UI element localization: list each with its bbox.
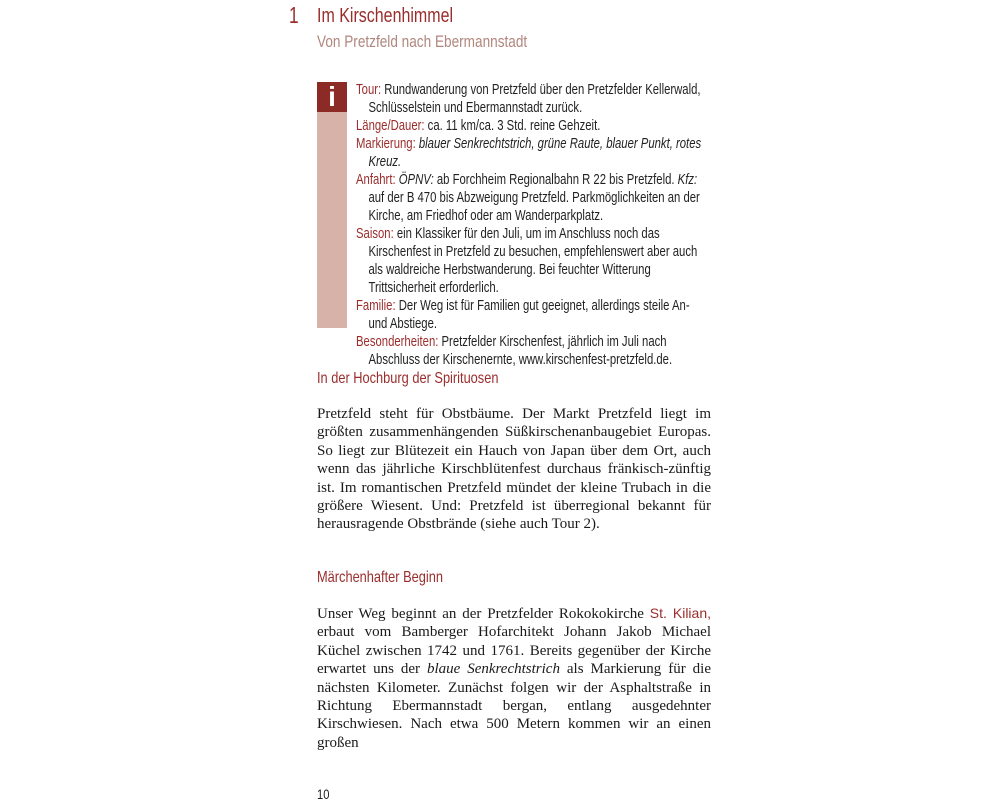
- oepnv-label: ÖPNV:: [398, 172, 434, 188]
- tour-title: Im Kirschenhimmel: [317, 5, 454, 27]
- info-text: ab Forchheim Regionalbahn R 22 bis Pretzfeld.: [433, 172, 678, 188]
- page-number: 10: [317, 786, 330, 802]
- info-familie: [356, 297, 711, 333]
- info-besonderheiten: [356, 333, 711, 369]
- italic-markierung: blaue Senkrechtstrich: [426, 661, 560, 678]
- paragraph-text: erbaut vom Bamberger Hofarchitekt Johann Jakob Michael Küchel zwischen 1742 und 1761. Bereits gegenüber der Kirche erwartet uns der: [317, 624, 711, 678]
- tour-number: 1: [289, 2, 299, 28]
- info-label: Saison:: [356, 226, 394, 242]
- info-text: auf der B 470 bis Abzweigung Pretzfeld. Parkmöglichkeiten an der Kirche, am Friedhof oder am Wanderparkplatz.: [368, 190, 700, 224]
- info-label: Besonderheiten:: [356, 334, 439, 350]
- paragraph-text: als Markierung für die nächsten Kilometer. Zunächst folgen wir der Asphaltstraße in Richtung Ebermannstadt bergan, entlang ausgedehnter Kirschwiesen. Nach etwa 500 Metern kommen wir an einen großen: [317, 661, 711, 751]
- info-text: ca. 11 km/ca. 3 Std. reine Gehzeit.: [424, 118, 601, 134]
- section-heading-beginn: Märchenhafter Beginn: [317, 569, 443, 586]
- info-markierung: [356, 135, 711, 171]
- info-sidebar-bar: [317, 82, 347, 328]
- info-label: Länge/Dauer:: [356, 118, 425, 134]
- section-heading-spirituosen: In der Hochburg der Spirituosen: [317, 370, 499, 387]
- info-text: Pretzfelder Kirschenfest, jährlich im Juli nach Abschluss der Kirschenernte, www.kirschenfest-pretzfeld.de.: [368, 334, 673, 368]
- info-text: ein Klassiker für den Juli, um im Anschluss noch das Kirschenfest in Pretzfeld zu besuchen, empfehlenswert aber auch als waldreiche Herbstwanderung. Bei feuchter Witterung Trittsicherheit erforderlich.: [368, 226, 698, 296]
- info-label: Markierung:: [356, 136, 416, 152]
- info-block: [356, 81, 711, 369]
- info-laenge: [356, 117, 711, 135]
- info-tour: [356, 81, 711, 117]
- info-text: Rundwanderung von Pretzfeld über den Pretzfelder Kellerwald, Schlüsselstein und Ebermannstadt zurück.: [368, 82, 701, 116]
- highlight-st-kilian: St. Kilian,: [649, 605, 711, 621]
- info-anfahrt: [356, 171, 711, 225]
- paragraph-spirituosen: Pretzfeld steht für Obstbäume. Der Markt Pretzfeld liegt im größten zusammenhängenden Süßkirschenanbaugebiet Europas. So liegt zur Blütezeit ein Hauch von Japan über dem Ort, auch wenn das jährliche Kirschblütenfest durchaus fränkisch-zünftig ist. Im romantischen Pretzfeld mündet der kleine Trubach in die größere Wiesent. Und: Pretzfeld ist überregional bekannt für herausragende Obstbrände (siehe auch Tour 2).: [317, 406, 711, 533]
- paragraph-beginn: [317, 604, 711, 752]
- info-saison: [356, 225, 711, 297]
- info-label: Anfahrt:: [356, 172, 396, 188]
- kfz-label: Kfz:: [677, 172, 698, 188]
- tour-subtitle: Von Pretzfeld nach Ebermannstadt: [317, 32, 528, 51]
- info-label: Familie:: [356, 298, 396, 314]
- paragraph-text: Unser Weg beginnt an der Pretzfelder Rokokokirche: [317, 606, 650, 622]
- info-text: Der Weg ist für Familien gut geeignet, allerdings steile An- und Abstiege.: [368, 298, 690, 332]
- info-text: blauer Senkrechtstrich, grüne Raute, blauer Punkt, rotes Kreuz.: [368, 136, 702, 170]
- info-icon: i: [317, 82, 347, 112]
- info-label: Tour:: [356, 82, 382, 98]
